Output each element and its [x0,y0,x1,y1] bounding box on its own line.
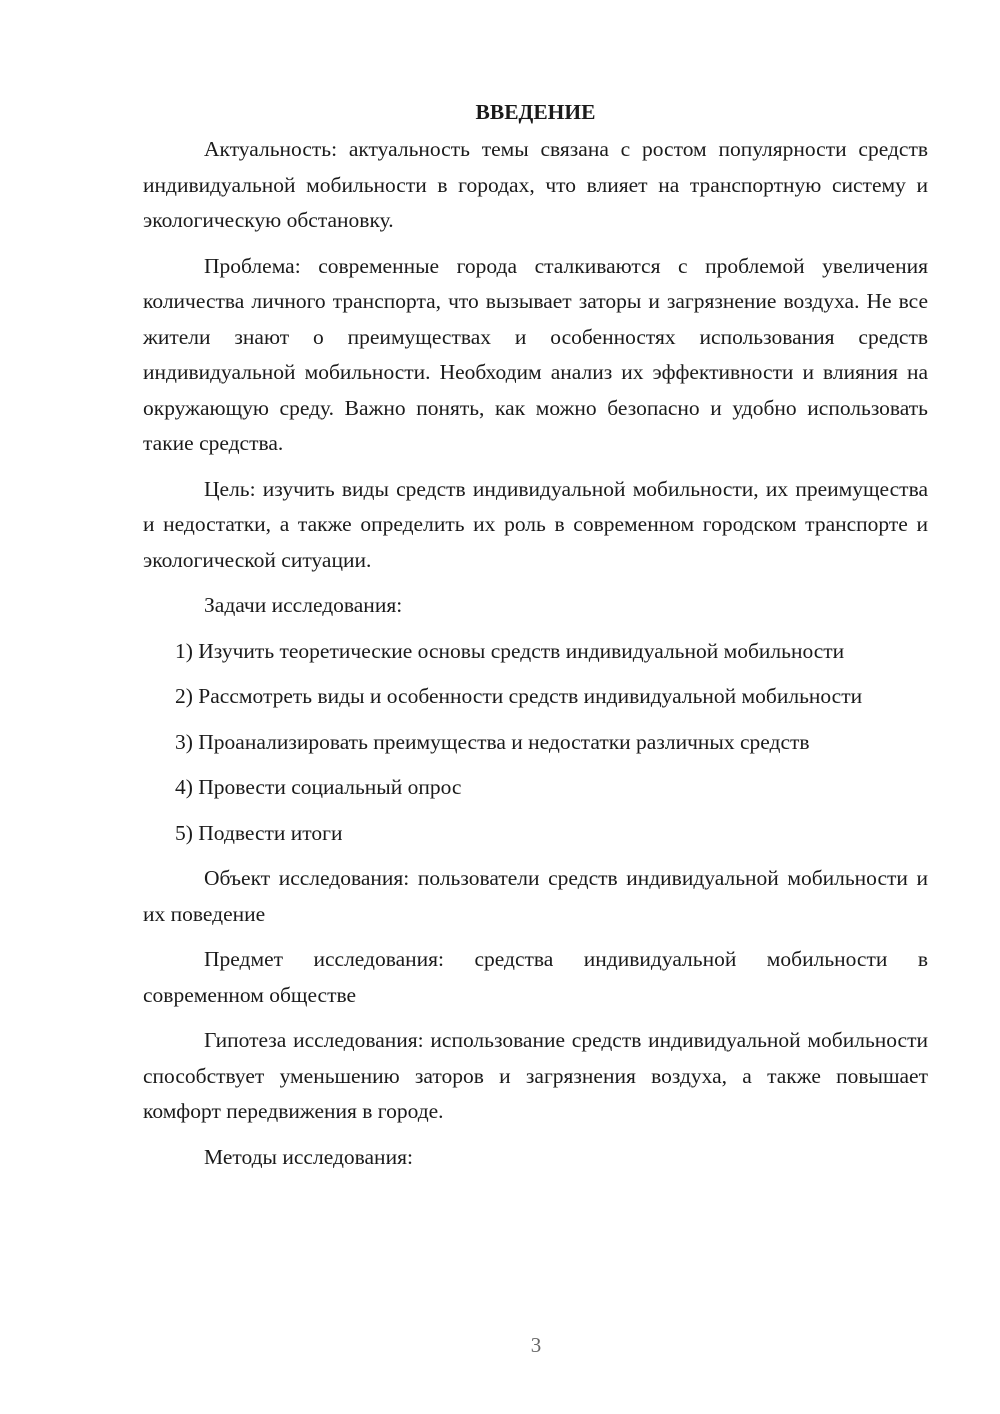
page-number: 3 [530,1333,542,1357]
document-page [143,92,928,1185]
paragraph-methods-title: Методы исследования: [204,1144,413,1169]
section-heading-text: ВВЕДЕНИЕ [475,100,596,124]
paragraph-relevance: Актуальность: актуальность темы связана с ростом популярности средств индивидуальной мобильности в городах, что влияет на транспортную систему и экологическую обстановку. [143,137,928,232]
list-item-task-4: 4) Провести социальный опрос [175,775,462,799]
list-item-task-3: 3) Проанализировать преимущества и недостатки различных средств [175,729,810,754]
list-item-task-2: 2) Рассмотреть виды и особенности средств индивидуальной мобильности [175,684,863,708]
paragraph-problem: Проблема: современные города сталкиваются с проблемой увеличения количества личного транспорта, что вызывает заторы и загрязнение воздуха. Не все жители знают о преимуществах и особенностях использования средств индивидуальной мобильности. Необходим анализ их эффективности и влияния на окружающую среду. Важно понять, как можно безопасно и удобно использовать такие средства. [143,253,928,455]
paragraph-tasks-title: Задачи исследования: [204,593,403,617]
list-item-task-5: 5) Подвести итоги [175,820,343,845]
paragraph-hypothesis: Гипотеза исследования: использование средств индивидуальной мобильности способствует уменьшению заторов и загрязнения воздуха, а также повышает комфорт передвижения в городе. [143,1028,928,1123]
paragraph-object: Объект исследования: пользователи средств индивидуальной мобильности и их поведение [143,866,928,926]
paragraph-subject: Предмет исследования: средства индивидуальной мобильности в современном обществе [143,947,928,1007]
paragraph-goal: Цель: изучить виды средств индивидуальной мобильности, их преимущества и недостатки, а также определить их роль в современном городском транспорте и экологической ситуации. [143,476,928,572]
section-heading [143,92,928,132]
list-item-task-1: 1) Изучить теоретические основы средств индивидуальной мобильности [175,638,845,663]
